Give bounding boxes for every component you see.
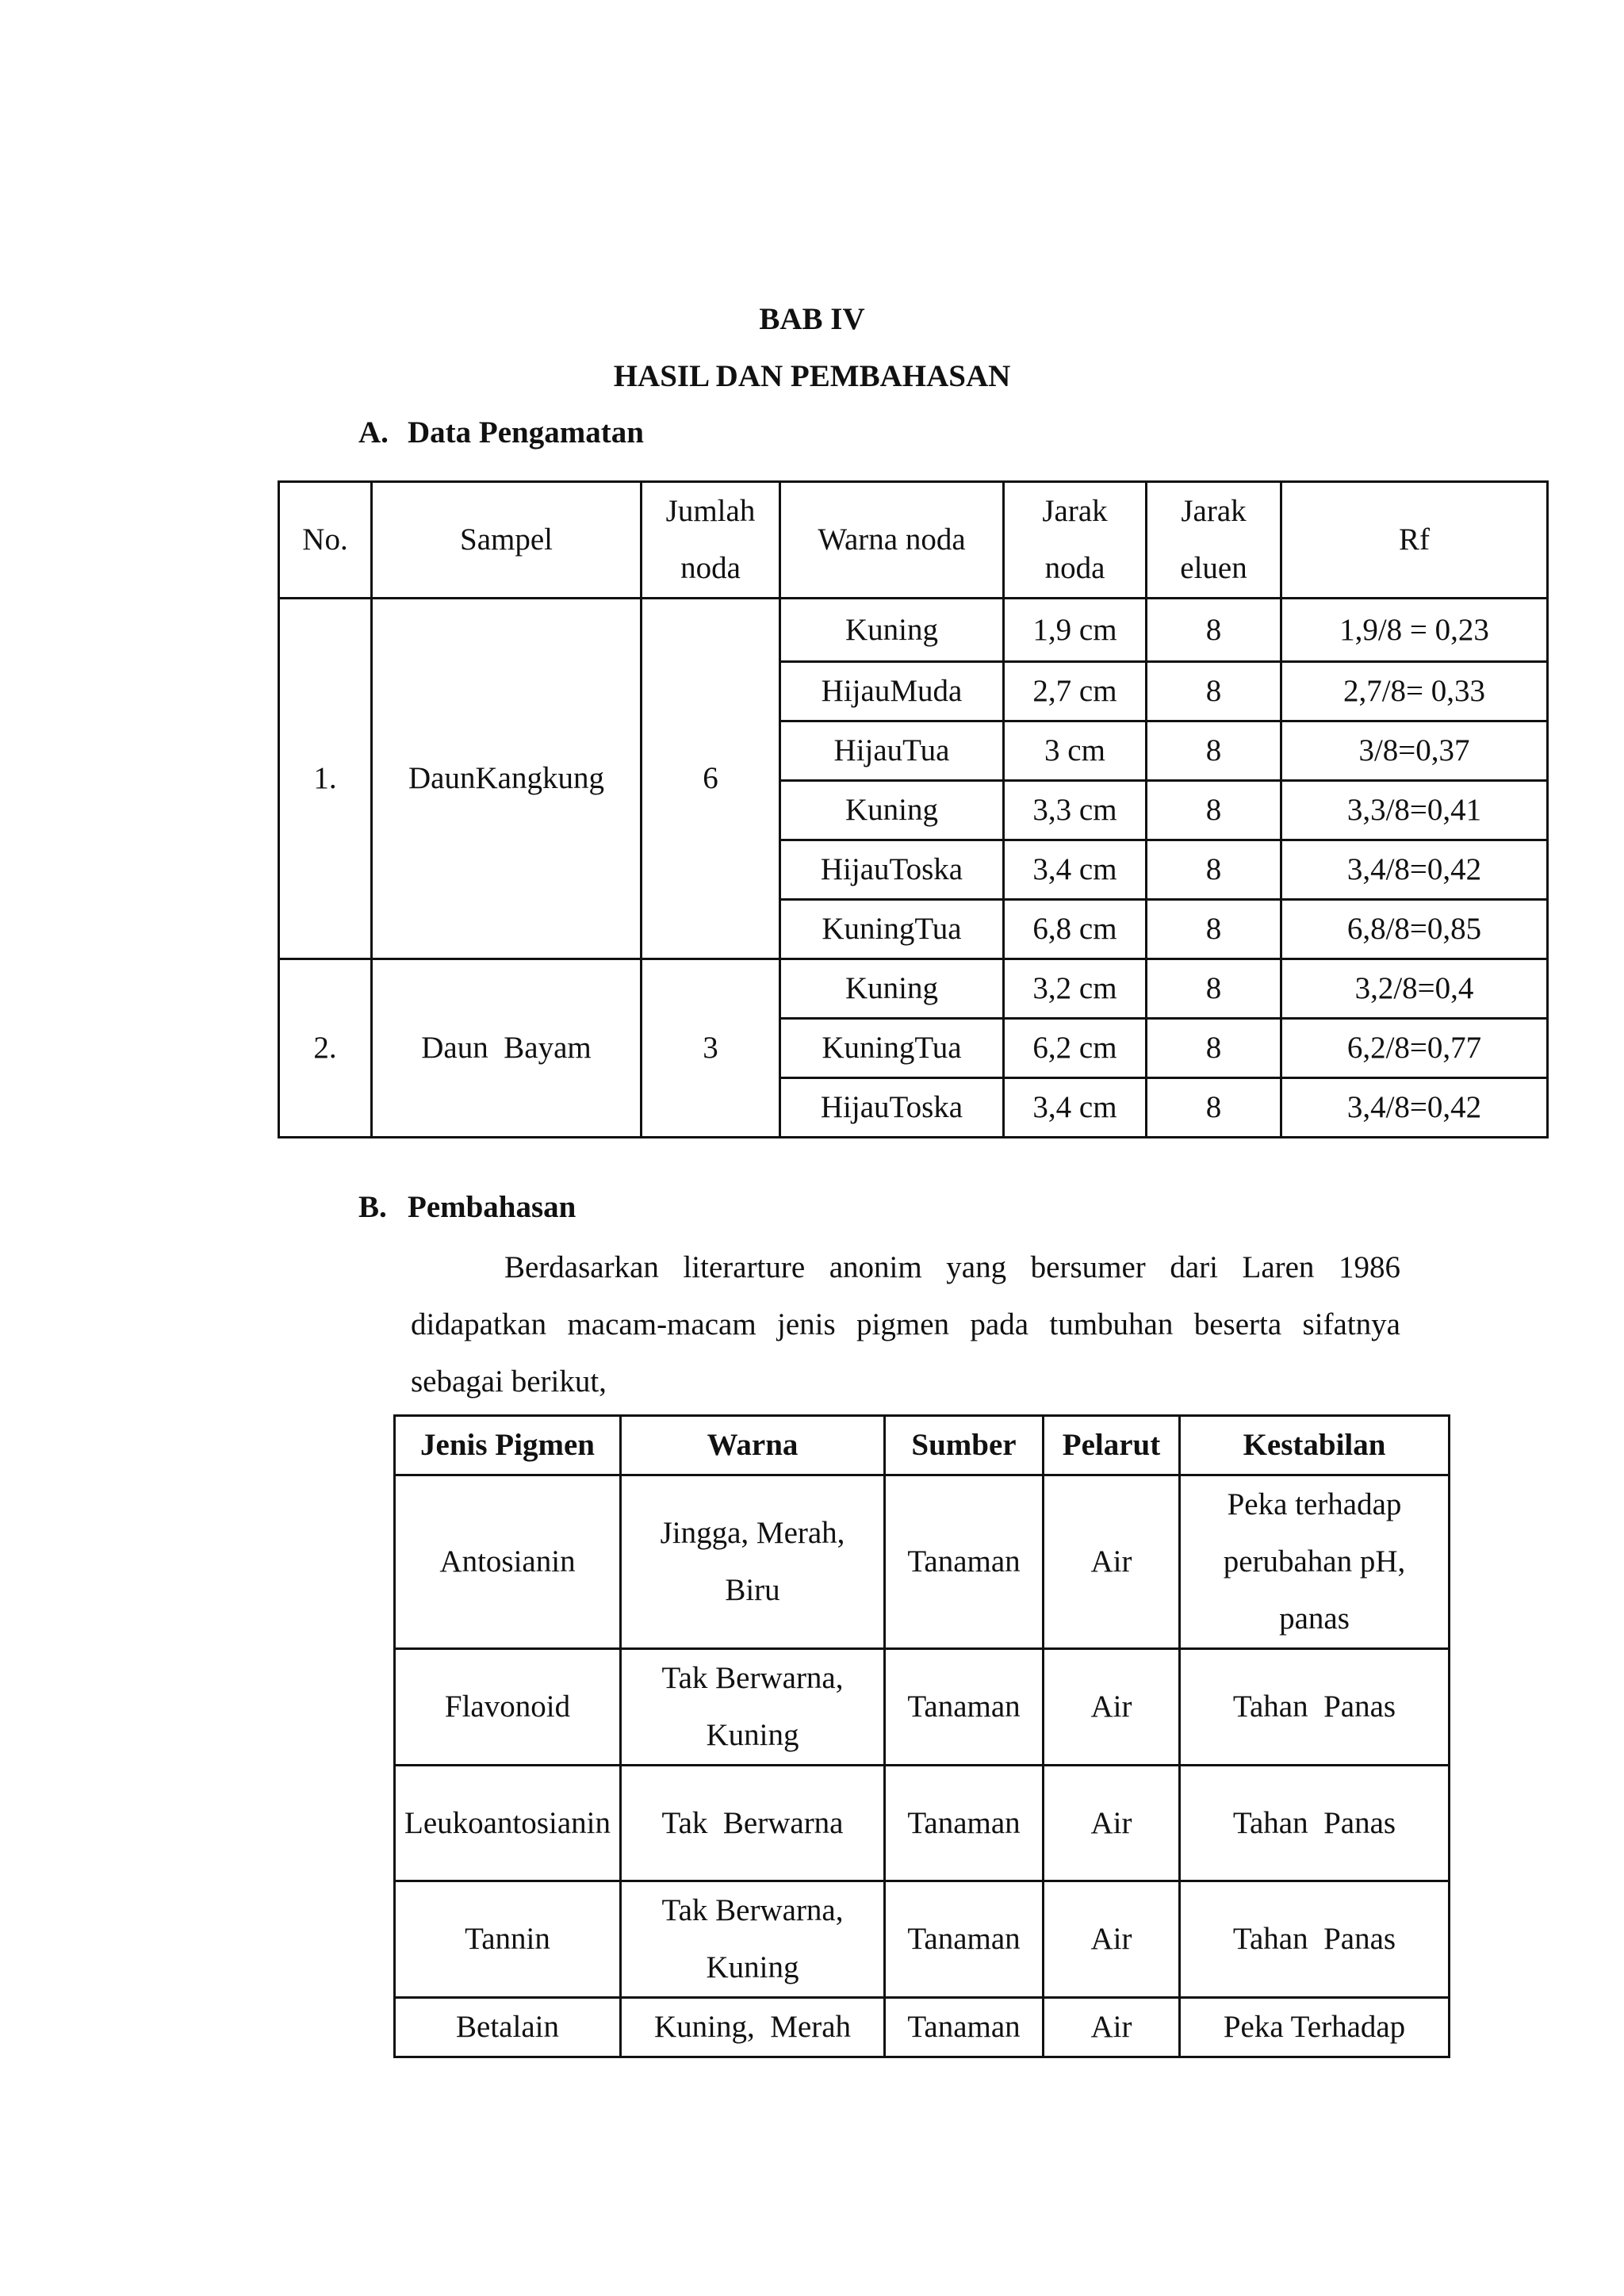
cell-no: 1. — [279, 599, 372, 959]
header-no: No. — [279, 482, 372, 599]
cell-warna: Tak Berwarna, Kuning — [621, 1881, 885, 1998]
header-jarak-noda: Jarak noda — [1004, 482, 1147, 599]
cell-rf: 3,4/8=0,42 — [1281, 1078, 1548, 1138]
cell-pelarut: Air — [1044, 1475, 1180, 1649]
cell-jarak-eluen: 8 — [1147, 721, 1281, 781]
cell-warna: Kuning — [780, 599, 1004, 662]
table-row — [279, 959, 1548, 1019]
cell-rf: 6,2/8=0,77 — [1281, 1019, 1548, 1078]
cell-warna: HijauToska — [780, 1078, 1004, 1138]
discussion-paragraph — [411, 1239, 1400, 1410]
cell-jarak-eluen: 8 — [1147, 1078, 1281, 1138]
table-row — [395, 1998, 1450, 2057]
cell-warna: Tak Berwarna, Kuning — [621, 1649, 885, 1766]
table-row — [395, 1475, 1450, 1649]
header-warna: Warna — [621, 1416, 885, 1475]
cell-warna: Jingga, Merah, Biru — [621, 1475, 885, 1649]
header-jarak-eluen: Jarak eluen — [1147, 482, 1281, 599]
header-sumber: Sumber — [885, 1416, 1044, 1475]
cell-rf: 1,9/8 = 0,23 — [1281, 599, 1548, 662]
cell-warna: Kuning — [780, 959, 1004, 1019]
table-row — [395, 1881, 1450, 1998]
cell-pelarut: Air — [1044, 1881, 1180, 1998]
table-header-row — [279, 482, 1548, 599]
cell-pelarut: Air — [1044, 1649, 1180, 1766]
cell-jarak-eluen: 8 — [1147, 900, 1281, 959]
cell-kestabilan: Tahan Panas — [1180, 1649, 1450, 1766]
cell-sampel: Daun Bayam — [372, 959, 642, 1138]
cell-jarak-noda: 3,2 cm — [1004, 959, 1147, 1019]
cell-jenis: Tannin — [395, 1881, 621, 1998]
cell-rf: 3,2/8=0,4 — [1281, 959, 1548, 1019]
section-a-heading — [358, 415, 644, 450]
chapter-title: HASIL DAN PEMBAHASAN — [613, 359, 1011, 393]
cell-rf: 3,4/8=0,42 — [1281, 840, 1548, 900]
cell-kestabilan: Peka terhadap perubahan pH, panas — [1180, 1475, 1450, 1649]
cell-jarak-noda: 3,4 cm — [1004, 1078, 1147, 1138]
cell-jenis: Betalain — [395, 1998, 621, 2057]
cell-warna: KuningTua — [780, 1019, 1004, 1078]
cell-jarak-eluen: 8 — [1147, 959, 1281, 1019]
paragraph-text: Berdasarkan literarture anonim yang bersumer dari Laren 1986 didapatkan macam-macam jenis pigmen pada tumbuhan beserta sifatnya sebagai berikut, — [411, 1250, 1400, 1399]
cell-jumlah: 6 — [642, 599, 780, 959]
cell-no: 2. — [279, 959, 372, 1138]
table-header-row — [395, 1416, 1450, 1475]
section-a-title: Data Pengamatan — [408, 415, 644, 450]
cell-warna: HijauMuda — [780, 662, 1004, 721]
cell-jarak-noda: 1,9 cm — [1004, 599, 1147, 662]
cell-jarak-eluen: 8 — [1147, 781, 1281, 840]
cell-jarak-noda: 3,4 cm — [1004, 840, 1147, 900]
cell-kestabilan: Tahan Panas — [1180, 1881, 1450, 1998]
cell-sumber: Tanaman — [885, 1998, 1044, 2057]
header-jenis-pigmen: Jenis Pigmen — [395, 1416, 621, 1475]
pigment-table — [393, 1414, 1450, 2058]
cell-sumber: Tanaman — [885, 1766, 1044, 1881]
cell-jarak-noda: 2,7 cm — [1004, 662, 1147, 721]
cell-warna: Kuning, Merah — [621, 1998, 885, 2057]
cell-jarak-eluen: 8 — [1147, 599, 1281, 662]
cell-jenis: Flavonoid — [395, 1649, 621, 1766]
cell-jumlah: 3 — [642, 959, 780, 1138]
header-jumlah-noda: Jumlah noda — [642, 482, 780, 599]
header-rf: Rf — [1281, 482, 1548, 599]
table-row — [279, 599, 1548, 662]
section-b-heading — [358, 1189, 576, 1225]
cell-warna: Tak Berwarna — [621, 1766, 885, 1881]
cell-rf: 3/8=0,37 — [1281, 721, 1548, 781]
cell-sampel: DaunKangkung — [372, 599, 642, 959]
cell-sumber: Tanaman — [885, 1475, 1044, 1649]
chapter-number: BAB IV — [759, 302, 865, 336]
cell-warna: KuningTua — [780, 900, 1004, 959]
cell-kestabilan: Peka Terhadap — [1180, 1998, 1450, 2057]
cell-jenis: Antosianin — [395, 1475, 621, 1649]
cell-jarak-noda: 3,3 cm — [1004, 781, 1147, 840]
cell-jarak-noda: 3 cm — [1004, 721, 1147, 781]
cell-rf: 3,3/8=0,41 — [1281, 781, 1548, 840]
cell-rf: 6,8/8=0,85 — [1281, 900, 1548, 959]
cell-sumber: Tanaman — [885, 1881, 1044, 1998]
cell-pelarut: Air — [1044, 1766, 1180, 1881]
cell-warna: HijauToska — [780, 840, 1004, 900]
cell-warna: HijauTua — [780, 721, 1004, 781]
cell-warna: Kuning — [780, 781, 1004, 840]
cell-rf: 2,7/8= 0,33 — [1281, 662, 1548, 721]
cell-jarak-eluen: 8 — [1147, 1019, 1281, 1078]
observation-table — [278, 480, 1549, 1138]
cell-pelarut: Air — [1044, 1998, 1180, 2057]
cell-sumber: Tanaman — [885, 1649, 1044, 1766]
cell-jarak-noda: 6,8 cm — [1004, 900, 1147, 959]
cell-kestabilan: Tahan Panas — [1180, 1766, 1450, 1881]
header-kestabilan: Kestabilan — [1180, 1416, 1450, 1475]
header-pelarut: Pelarut — [1044, 1416, 1180, 1475]
cell-jarak-eluen: 8 — [1147, 840, 1281, 900]
header-warna-noda: Warna noda — [780, 482, 1004, 599]
cell-jarak-eluen: 8 — [1147, 662, 1281, 721]
cell-jenis: Leukoantosianin — [395, 1766, 621, 1881]
table-row — [395, 1766, 1450, 1881]
cell-jarak-noda: 6,2 cm — [1004, 1019, 1147, 1078]
header-sampel: Sampel — [372, 482, 642, 599]
section-b-title: Pembahasan — [408, 1190, 576, 1224]
table-row — [395, 1649, 1450, 1766]
section-a-number: A. — [358, 415, 389, 450]
section-b-number: B. — [358, 1190, 387, 1224]
